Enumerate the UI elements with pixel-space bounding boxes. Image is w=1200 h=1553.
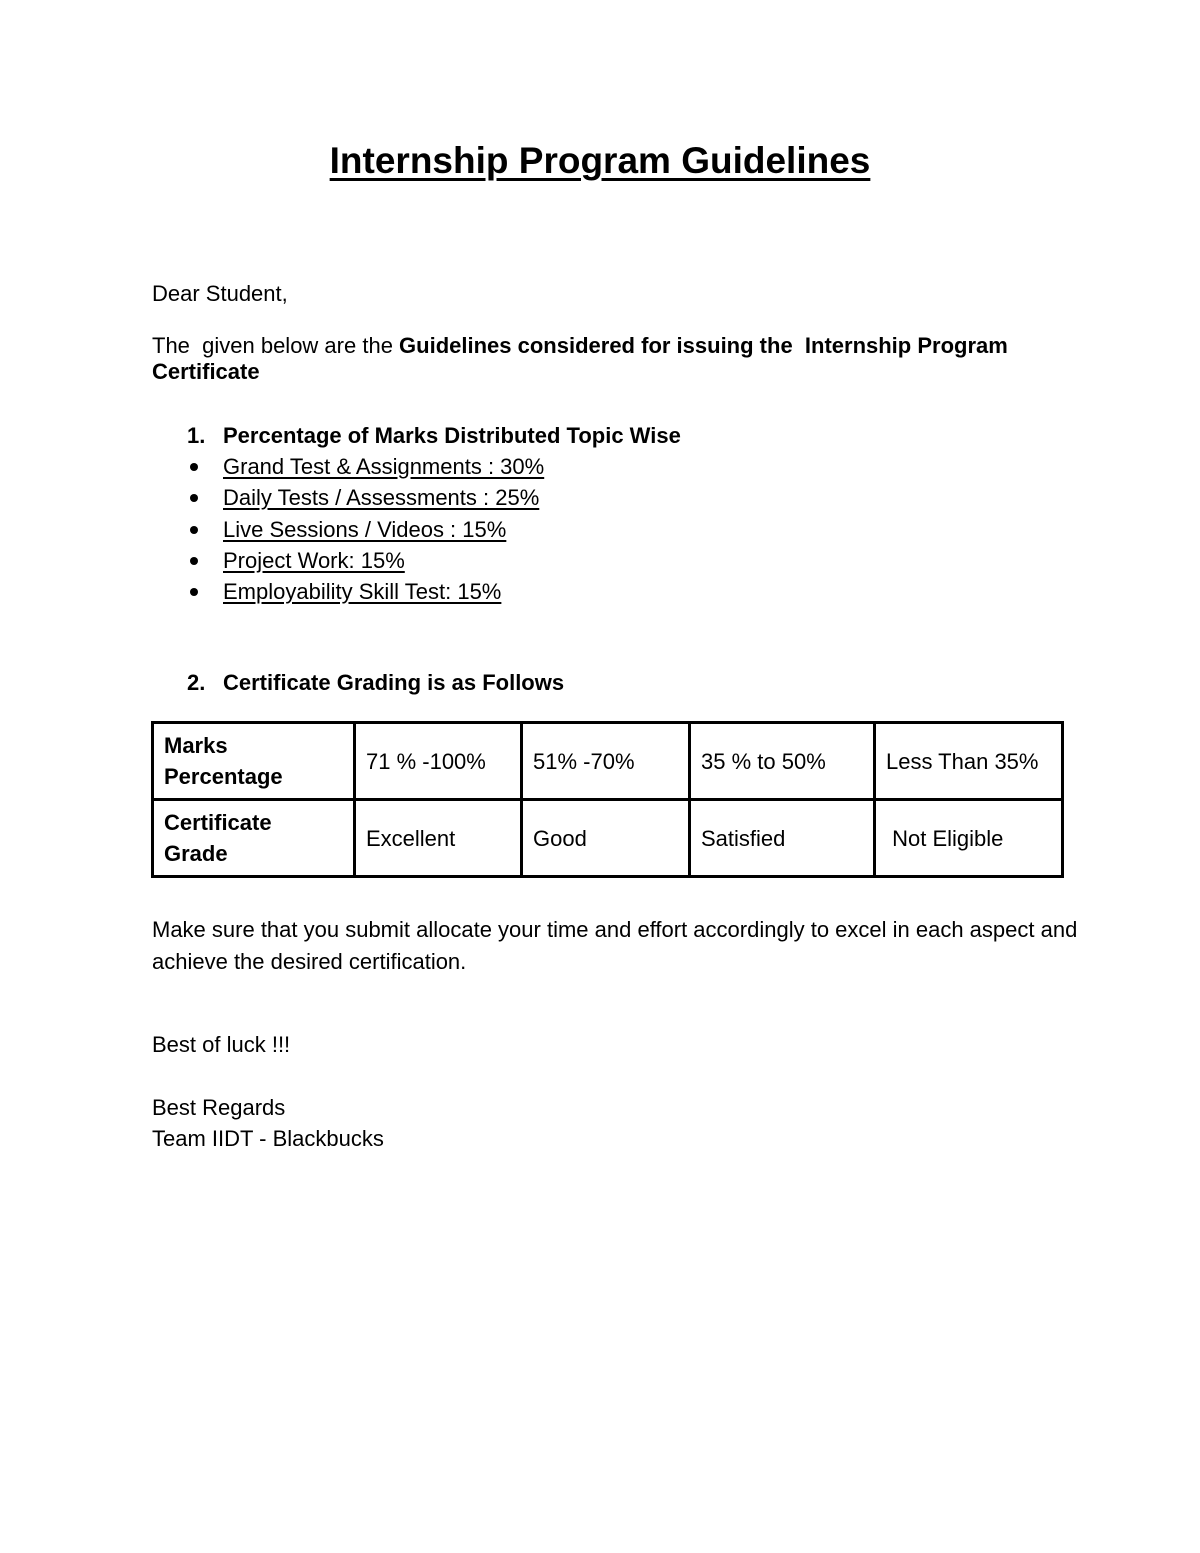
table-label-line: Percentage <box>164 764 283 789</box>
closing-paragraph: Make sure that you submit allocate your time and effort accordingly to excel in each aspect and achieve the desired certification. <box>152 917 1078 974</box>
bullet-icon <box>190 463 198 471</box>
bullet-icon <box>190 494 198 502</box>
table-header-cell-marks-percentage <box>153 723 355 800</box>
list-item-live-sessions: Live Sessions / Videos : 15% <box>223 517 507 542</box>
table-cell: 71 % -100% <box>355 723 522 800</box>
bullet-icon <box>190 526 198 534</box>
team-signature: Team IIDT - Blackbucks <box>152 1126 384 1151</box>
table-cell: Not Eligible <box>875 800 1063 877</box>
list-item-project-work: Project Work: 15% <box>223 548 405 573</box>
table-label-line: Marks <box>164 733 228 758</box>
section-1-heading: Percentage of Marks Distributed Topic Wise <box>223 423 681 448</box>
grading-table <box>151 721 1064 878</box>
salutation: Dear Student, <box>152 281 288 306</box>
table-cell: Less Than 35% <box>875 723 1063 800</box>
section-2-heading: Certificate Grading is as Follows <box>223 670 565 695</box>
intro-line-2: Certificate <box>152 359 260 384</box>
list-item-employability-test: Employability Skill Test: 15% <box>223 579 502 604</box>
table-cell: 51% -70% <box>522 723 690 800</box>
bullet-icon <box>190 588 198 596</box>
table-label-line: Certificate <box>164 810 272 835</box>
table-row <box>153 800 1063 877</box>
intro-bold-text: Guidelines considered for issuing the Internship Program <box>399 333 1008 358</box>
section-1-number: 1. <box>187 423 206 448</box>
table-cell: Satisfied <box>690 800 875 877</box>
list-item-daily-tests: Daily Tests / Assessments : 25% <box>223 485 540 510</box>
list-item-grand-test: Grand Test & Assignments : 30% <box>223 454 545 479</box>
table-header-cell-certificate-grade <box>153 800 355 877</box>
best-of-luck: Best of luck !!! <box>152 1032 291 1057</box>
section-2-number: 2. <box>187 670 206 695</box>
document-title: Internship Program Guidelines <box>329 140 871 181</box>
intro-prefix: The given below are the <box>152 333 400 358</box>
bullet-icon <box>190 557 198 565</box>
table-cell: 35 % to 50% <box>690 723 875 800</box>
intro-line-1 <box>152 333 1008 359</box>
table-cell: Excellent <box>355 800 522 877</box>
best-regards: Best Regards <box>152 1095 286 1120</box>
table-cell: Good <box>522 800 690 877</box>
table-row <box>153 723 1063 800</box>
table-label-line: Grade <box>164 841 228 866</box>
